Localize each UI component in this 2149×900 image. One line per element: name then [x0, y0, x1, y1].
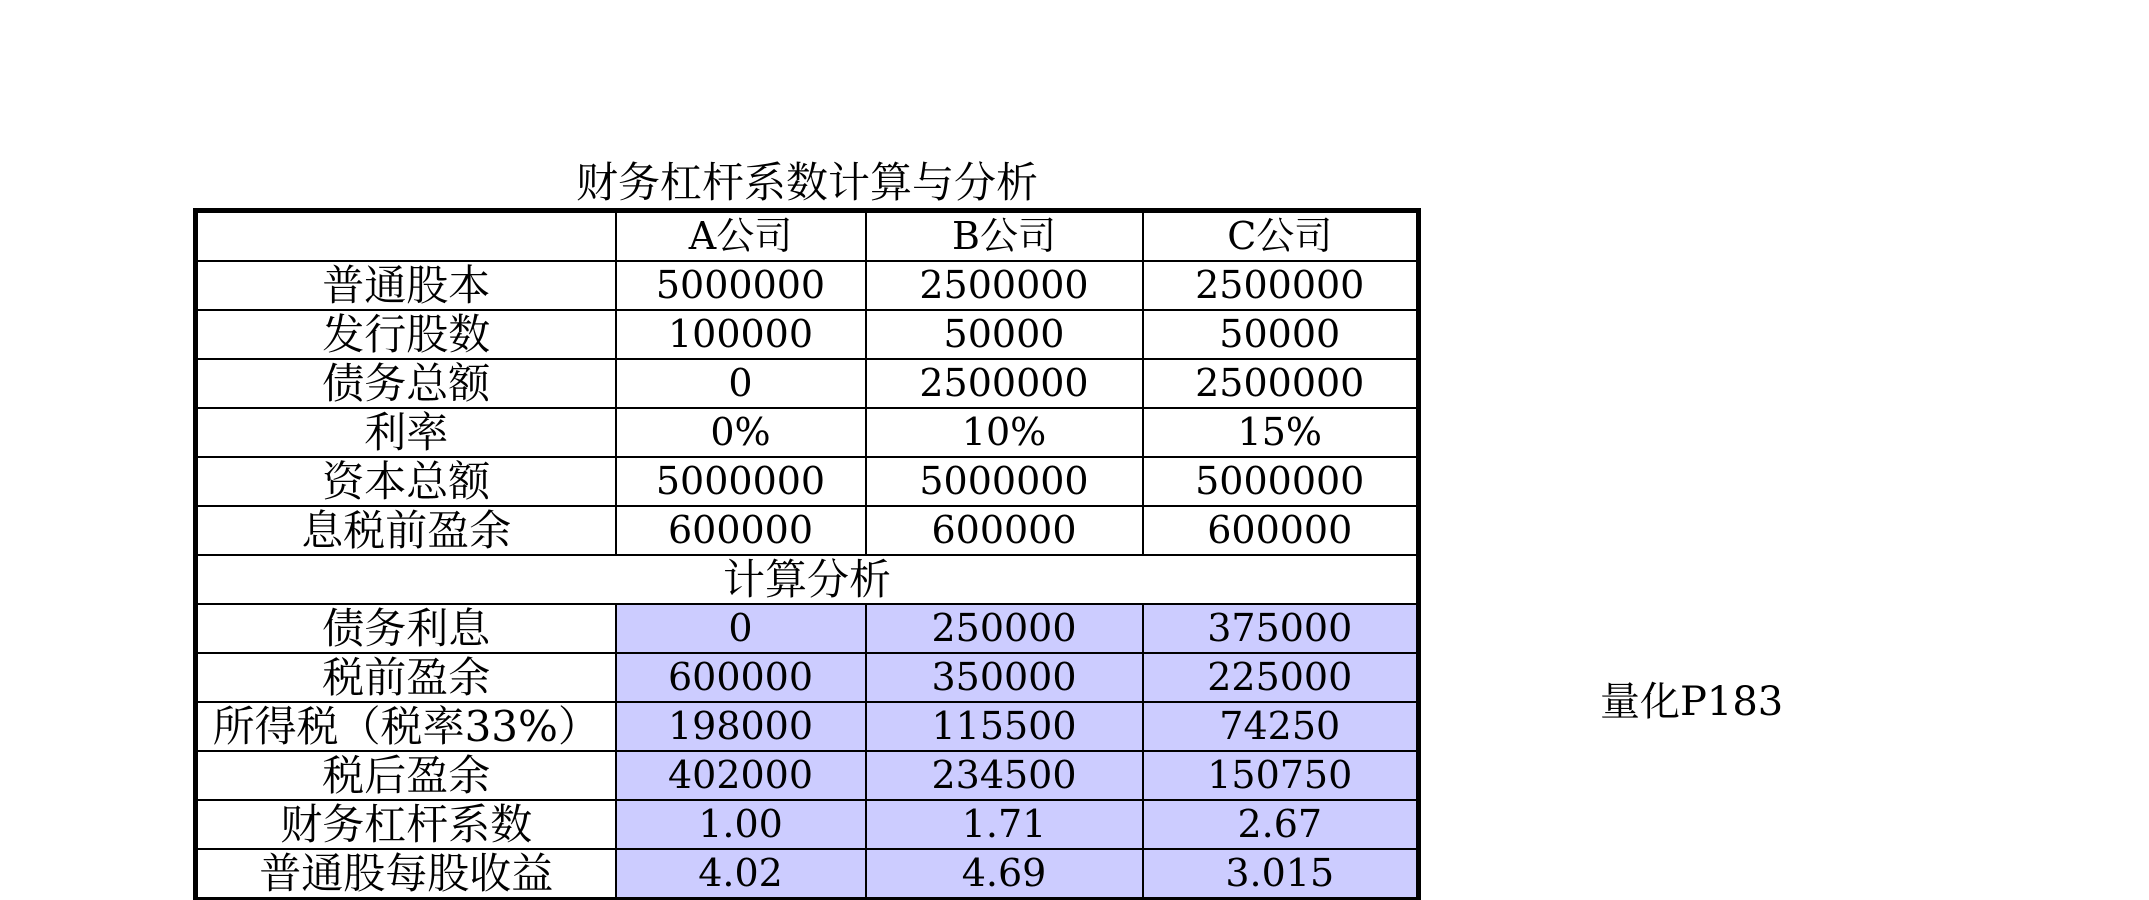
table-cell[interactable]: 2.67: [1143, 800, 1419, 849]
table-cell[interactable]: 115500: [866, 702, 1143, 751]
table-row: [196, 457, 1419, 506]
row-label[interactable]: 税前盈余: [196, 653, 616, 702]
row-label[interactable]: 债务总额: [196, 359, 616, 408]
table-cell[interactable]: 1.00: [616, 800, 866, 849]
table-cell[interactable]: 600000: [616, 506, 866, 555]
header-cell-company-c[interactable]: C公司: [1143, 211, 1419, 262]
table-cell[interactable]: 50000: [1143, 310, 1419, 359]
table-cell[interactable]: 350000: [866, 653, 1143, 702]
header-cell-company-a[interactable]: A公司: [616, 211, 866, 262]
table-cell[interactable]: 600000: [1143, 506, 1419, 555]
header-row: [196, 211, 1419, 262]
sheet-title: 财务杠杆系数计算与分析: [575, 158, 1038, 207]
table-cell[interactable]: 4.69: [866, 849, 1143, 900]
table-cell[interactable]: 250000: [866, 604, 1143, 653]
table-cell[interactable]: 600000: [866, 506, 1143, 555]
table-cell[interactable]: 225000: [1143, 653, 1419, 702]
table-row: [196, 506, 1419, 555]
table-cell[interactable]: 0: [616, 604, 866, 653]
row-label[interactable]: 税后盈余: [196, 751, 616, 800]
table-cell[interactable]: 2500000: [866, 359, 1143, 408]
table-row: [196, 849, 1419, 900]
row-label[interactable]: 普通股本: [196, 261, 616, 310]
table-cell[interactable]: 1.71: [866, 800, 1143, 849]
leverage-table: [193, 208, 1421, 900]
table-cell[interactable]: 5000000: [1143, 457, 1419, 506]
table-cell[interactable]: 2500000: [866, 261, 1143, 310]
table-cell[interactable]: 600000: [616, 653, 866, 702]
table-cell[interactable]: 100000: [616, 310, 866, 359]
table-cell[interactable]: 0: [616, 359, 866, 408]
table-cell[interactable]: 2500000: [1143, 359, 1419, 408]
side-note: 量化P183: [1600, 679, 1784, 725]
table-cell[interactable]: 150750: [1143, 751, 1419, 800]
row-label[interactable]: 资本总额: [196, 457, 616, 506]
table-cell[interactable]: 74250: [1143, 702, 1419, 751]
row-label[interactable]: 息税前盈余: [196, 506, 616, 555]
row-label[interactable]: 利率: [196, 408, 616, 457]
table-cell[interactable]: 3.015: [1143, 849, 1419, 900]
table-cell[interactable]: 10%: [866, 408, 1143, 457]
table-cell[interactable]: 0%: [616, 408, 866, 457]
table-cell[interactable]: 198000: [616, 702, 866, 751]
table-row: [196, 408, 1419, 457]
table-row: [196, 702, 1419, 751]
table-cell[interactable]: 50000: [866, 310, 1143, 359]
table-cell[interactable]: 2500000: [1143, 261, 1419, 310]
table-row: [196, 653, 1419, 702]
table-cell[interactable]: 15%: [1143, 408, 1419, 457]
row-label[interactable]: 债务利息: [196, 604, 616, 653]
row-label[interactable]: 普通股每股收益: [196, 849, 616, 900]
table-row: [196, 310, 1419, 359]
row-label[interactable]: 财务杠杆系数: [196, 800, 616, 849]
header-cell-company-b[interactable]: B公司: [866, 211, 1143, 262]
table-cell[interactable]: 234500: [866, 751, 1143, 800]
table-cell[interactable]: 5000000: [616, 457, 866, 506]
row-label[interactable]: 发行股数: [196, 310, 616, 359]
table-row: [196, 800, 1419, 849]
table-row: [196, 261, 1419, 310]
table-cell[interactable]: 375000: [1143, 604, 1419, 653]
table-cell[interactable]: 5000000: [866, 457, 1143, 506]
table-row: [196, 604, 1419, 653]
header-cell-empty[interactable]: [196, 211, 616, 262]
section-title[interactable]: 计算分析: [196, 555, 1419, 604]
table-cell[interactable]: 5000000: [616, 261, 866, 310]
table-row: [196, 751, 1419, 800]
section-row: [196, 555, 1419, 604]
table-row: [196, 359, 1419, 408]
table-cell[interactable]: 402000: [616, 751, 866, 800]
row-label[interactable]: 所得税（税率33%）: [196, 702, 616, 751]
table-cell[interactable]: 4.02: [616, 849, 866, 900]
